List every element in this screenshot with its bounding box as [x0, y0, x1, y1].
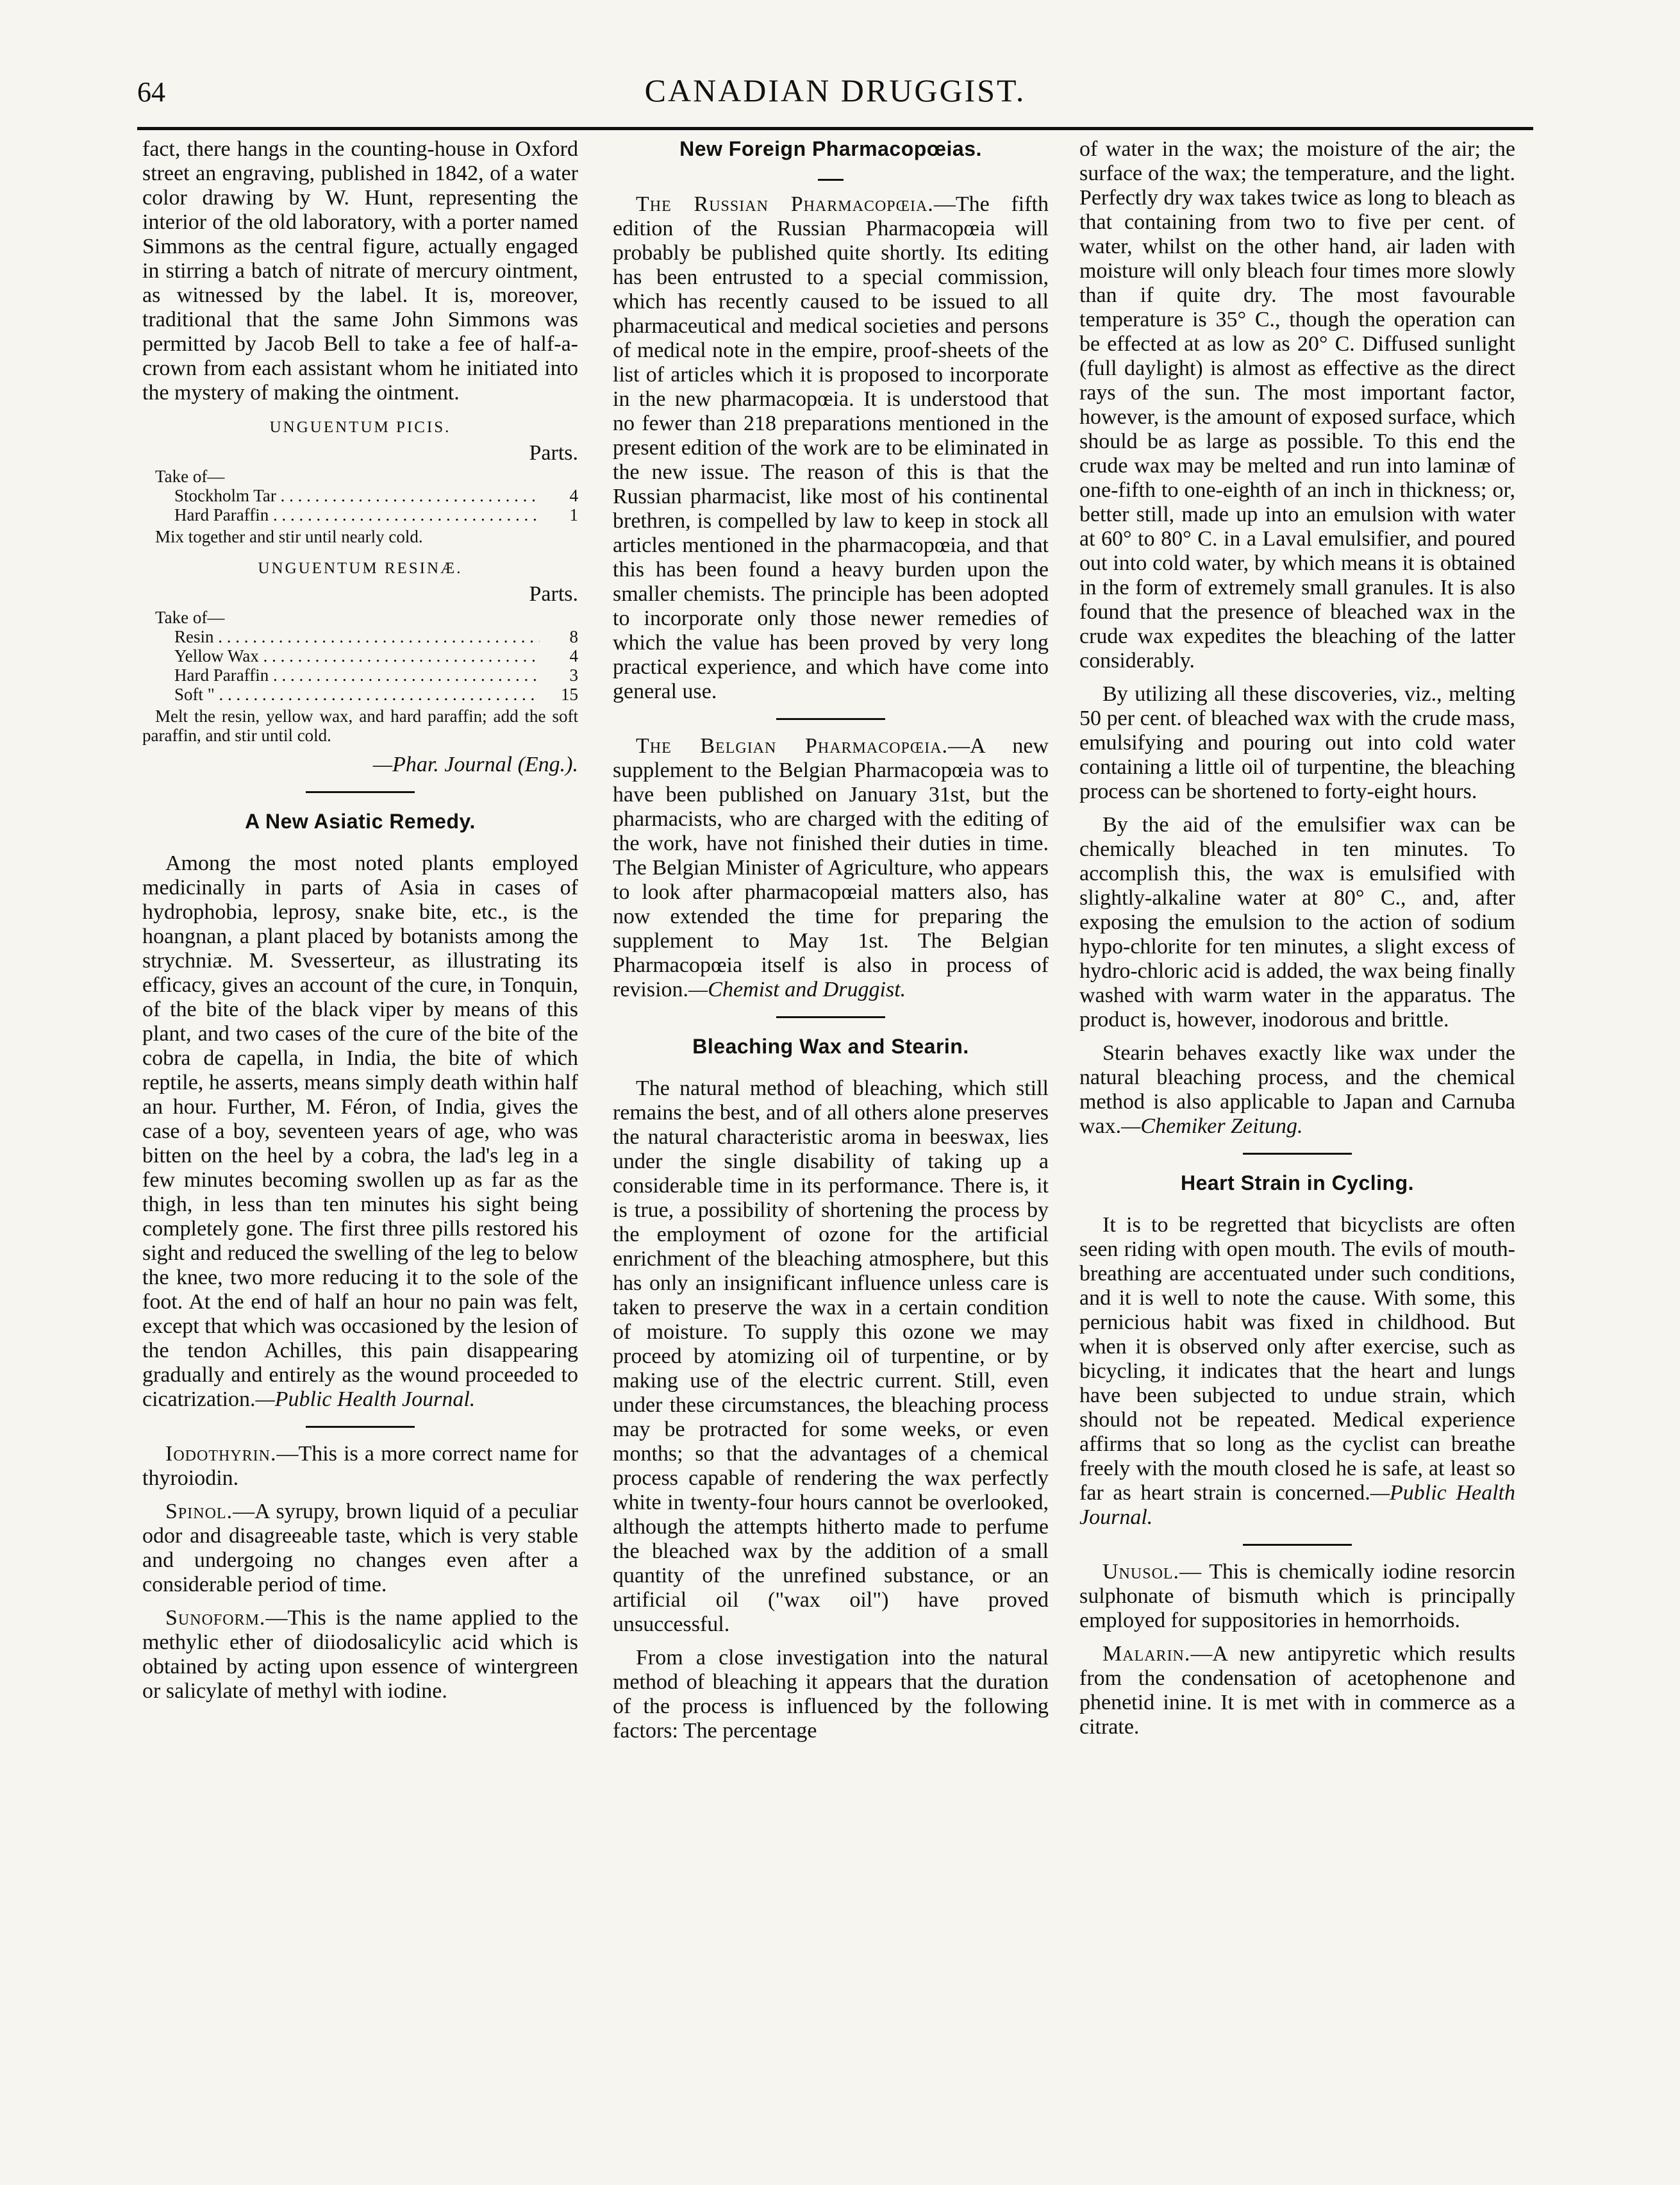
parts-label: Parts.	[529, 441, 578, 465]
entry-term: Iodothyrin.	[165, 1442, 277, 1466]
ingredient-name: Soft " . . .	[174, 685, 540, 704]
entry-term: Malarin.	[1102, 1642, 1191, 1666]
ingredient-name: Resin . . .	[174, 627, 540, 646]
entry-spinol	[142, 1500, 578, 1597]
section-divider	[1243, 1153, 1352, 1155]
recipe-title: UNGUENTUM PICIS.	[269, 419, 451, 436]
recipe-item	[174, 685, 578, 704]
entry-russian-pharmacopoeia	[613, 192, 1049, 704]
ingredient-qty: 1	[569, 505, 578, 524]
entry-text: —A new antipyretic which results from the condensation of acetophenone and phenetid inine. It is met with in commerce as a citrate.	[1079, 1642, 1515, 1739]
section-divider	[776, 718, 885, 720]
article-body	[1079, 1213, 1515, 1530]
article-heading: New Foreign Pharmacopœias.	[679, 137, 982, 160]
ingredient-qty: 8	[569, 627, 578, 646]
source-citation: —Chemist and Druggist.	[688, 978, 906, 1001]
ingredient-name: Hard Paraffin . . .	[174, 505, 540, 524]
ingredient-qty: 15	[561, 685, 578, 704]
column-2	[613, 137, 1049, 1752]
ingredient-name: Hard Paraffin . . .	[174, 666, 540, 685]
entry-term: Unusol.	[1102, 1560, 1180, 1584]
ingredient-qty: 4	[569, 486, 578, 505]
entry-text: — This is chemically iodine resorcin sulphonate of bismuth which is principally employed for suppositories in hemorrhoids.	[1079, 1560, 1515, 1632]
take-of-label: Take of—	[155, 467, 225, 486]
article-heading: A New Asiatic Remedy.	[245, 810, 476, 833]
continued-paragraph: of water in the wax; the moisture of the air; the surface of the wax; the temperature, and the light. Perfectly dry wax takes twice as long to bleach as that containing from two to five per cent. of water, whilst on the other hand, air laden with moisture will only bleach four times more slowly than if quite dry. The most favourable temperature is 35° C., though the operation can be effected at as low as 20° C. Diffused sunlight (full daylight) is almost as effective as the direct rays of the sun. The most important factor, however, is the amount of exposed surface, which should be as large as possible. To this end the crude wax may be melted and run into laminæ of one-fifth to one-eighth of an inch in thickness; or, better still, made up into an emulsion with water at 60° to 80° C. in a Laval emulsifier, and poured out into cold water, by which means it is obtained in the form of extremely small granules. It is also found that the presence of bleached wax in the crude wax expedites the bleaching of the latter considerably.	[1079, 137, 1515, 673]
recipe-item	[174, 646, 578, 666]
recipe-note: Melt the resin, yellow wax, and hard paraffin; add the soft paraffin, and stir until cold.	[142, 707, 578, 745]
entry-iodothyrin	[142, 1442, 578, 1491]
recipe-item	[174, 666, 578, 685]
section-divider	[306, 1426, 415, 1428]
section-divider	[776, 1016, 885, 1018]
page-header	[137, 72, 1533, 124]
recipe-unguentum-resinae	[142, 559, 578, 745]
recipe-item	[174, 627, 578, 646]
entry-text: —This is the name applied to the methylic ether of diiodosalicylic acid which is obtained by acting upon essence of wintergreen or salicylate of methyl with iodine.	[142, 1606, 578, 1703]
article-text: It is to be regretted that bicyclists are often seen riding with open mouth. The evils of mouth-breathing are accentuated under such conditions, and it is well to note the cause. With some, this pernicious habit was fixed in childhood. But when it is observed only after exercise, such as bicycling, it indicates that the heart and lungs have been subjected to undue strain, which should not be repeated. Medical experience affirms that so long as the cyclist can breathe freely with the mouth closed he is safe, at least so far as heart strain is concerned.	[1079, 1213, 1515, 1505]
recipe-unguentum-picis	[142, 418, 578, 546]
article-heading: Heart Strain in Cycling.	[1180, 1171, 1415, 1194]
entry-term: The Russian Pharmacopœia.	[636, 192, 934, 216]
article-body: By the aid of the emulsifier wax can be chemically bleached in ten minutes. To accomplish this, the wax is emulsified with slightly-alkaline water at 80° C., and, after exposing the emulsion to the action of sodium hypo-chlorite for ten minutes, a slight excess of hydro-chloric acid is added, the wax being finally washed with warm water in the apparatus. The product is, however, inodorous and brittle.	[1079, 813, 1515, 1032]
source-citation: —Chemiker Zeitung.	[1121, 1114, 1303, 1138]
article-text: Stearin behaves exactly like wax under the natural bleaching process, and the chemical method is also applicable to Japan and Carnuba wax.	[1079, 1041, 1515, 1138]
ingredient-name: Stockholm Tar . . .	[174, 486, 540, 505]
article-body: By utilizing all these discoveries, viz., melting 50 per cent. of bleached wax with the crude mass, emulsifying and pouring out into cold water containing a little oil of turpentine, the bleaching process can be shortened to forty-eight hours.	[1079, 682, 1515, 803]
column-1	[142, 137, 578, 1712]
entry-term: The Belgian Pharmacopœia.	[636, 734, 949, 758]
entry-sunoform	[142, 1606, 578, 1704]
recipe-item	[174, 486, 578, 505]
header-rule	[137, 127, 1533, 130]
entry-text: —A new supplement to the Belgian Pharmacopœia was to have been published on January 31st, but the pharmacists, who are charged with the editing of the work, have not finished their duties in time. The Belgian Minister of Agriculture, who appears to look after pharmacopœial matters also, has now extended the time for preparing the supplement to May 1st. The Belgian Pharmacopœia itself is also in process of revision.	[613, 734, 1049, 1001]
take-of-label: Take of—	[155, 608, 225, 627]
attribution: —Phar. Journal (Eng.).	[372, 753, 578, 776]
entry-belgian-pharmacopoeia	[613, 734, 1049, 1002]
entry-text: —A syrupy, brown liquid of a peculiar odor and disagreeable taste, which is very stable and undergoing no changes even after a considerable period of time.	[142, 1500, 578, 1596]
page-number: 64	[137, 76, 165, 108]
continued-paragraph: fact, there hangs in the counting-house in Oxford street an engraving, published in 1842, of a water color drawing by W. Hunt, representing the interior of the old laboratory, with a porter named Simmons as the central figure, actually engaged in stirring a batch of nitrate of mercury ointment, as witnessed by the label. It is, moreover, traditional that the same John Simmons was permitted by Jacob Bell to take a fee of half-a-crown from each assistant whom he initiated into the mystery of making the ointment.	[142, 137, 578, 405]
running-title: CANADIAN DRUGGIST.	[644, 72, 1026, 108]
section-divider	[818, 179, 844, 181]
recipe-title: UNGUENTUM RESINÆ.	[258, 560, 463, 577]
ingredient-qty: 4	[569, 646, 578, 666]
article-body	[142, 851, 578, 1412]
entry-text: —The fifth edition of the Russian Pharmacopœia will probably be published quite shortly. Its editing has been entrusted to a special commission, which has recently caused to be issued to all pharmaceutical and medical societies and persons of medical note in the empire, proof-sheets of the list of articles which it is proposed to incorporate in the new pharmacopœia. It is understood that no fewer than 218 preparations mentioned in the present edition of the work are to be eliminated in the new issue. The reason of this is that the Russian pharmacist, like most of his continental brethren, is compelled by law to keep in stock all articles mentioned in the pharmacopœia, and that this has been found a heavy burden upon the smaller chemists. The principle has been adopted to incorporate only those newer remedies of which the value has been proved by very long practical experience, and which have come into general use.	[613, 192, 1049, 703]
source-citation: —Public Health Journal.	[255, 1387, 476, 1411]
article-body: From a close investigation into the natural method of bleaching it appears that the duration of the process is influenced by the following factors: The percentage	[613, 1646, 1049, 1743]
entry-text: —This is a more correct name for thyroiodin.	[142, 1442, 578, 1490]
parts-label: Parts.	[529, 582, 578, 606]
entry-term: Spinol.	[165, 1500, 233, 1523]
article-body: The natural method of bleaching, which still remains the best, and of all others alone preserves the natural characteristic aroma in beeswax, lies under the single disability of taking up a considerable time in its performance. There is, it is true, a possibility of shortening the process by the employment of ozone for the artificial enrichment of the bleaching atmosphere, but this has only an insignificant influence unless care is taken to preserve the wax in a certain condition of moisture. To supply this ozone we may proceed by atomizing oil of turpentine, or by making use of the electric current. Still, even under these circumstances, the bleaching process may be protracted for some weeks, or even months; so that the advantages of a chemical process capable of rendering the wax perfectly white in twenty-four hours cannot be overlooked, although the attempts hitherto made to perfume the bleached wax by the addition of a small quantity of the unrefined substance, or an artificial oil ("wax oil") have proved unsuccessful.	[613, 1076, 1049, 1636]
source-citation: —Public Health Journal.	[1079, 1481, 1515, 1529]
recipe-note: Mix together and stir until nearly cold.	[155, 527, 423, 546]
recipe-item	[174, 505, 578, 524]
column-3	[1079, 137, 1515, 1748]
entry-term: Sunoform.	[165, 1606, 266, 1630]
article-body	[1079, 1041, 1515, 1139]
ingredient-qty: 3	[569, 666, 578, 685]
section-divider	[1243, 1544, 1352, 1546]
entry-unusol	[1079, 1560, 1515, 1633]
section-divider	[306, 791, 415, 793]
article-text: Among the most noted plants employed medicinally in parts of Asia in cases of hydrophobia, leprosy, snake bite, etc., is the hoangnan, a plant placed by botanists among the strychniæ. M. Svesserteur, as illustrating its efficacy, gives an account of the cure, in Tonquin, of the bite of the black viper by means of this plant, and two cases of the cure of the bite of the cobra de capella, in India, the bite of which reptile, he asserts, means simply death within half an hour. Further, M. Féron, of India, gives the case of a boy, seventeen years of age, who was bitten on the heel by a cobra, the lad's leg in a few minutes becoming swollen up as far as the thigh, in less than ten minutes his sight being completely gone. The first three pills restored his sight and reduced the swelling of the leg to below the knee, two more reducing it to the sole of the foot. At the end of half an hour no pain was felt, except that which was occasioned by the lesion of the tendon Achilles, this pain disappearing gradually and entirely as the wound proceeded to cicatrization.	[142, 851, 578, 1411]
entry-malarin	[1079, 1642, 1515, 1739]
ingredient-name: Yellow Wax . . .	[174, 646, 540, 666]
article-heading: Bleaching Wax and Stearin.	[692, 1035, 969, 1058]
